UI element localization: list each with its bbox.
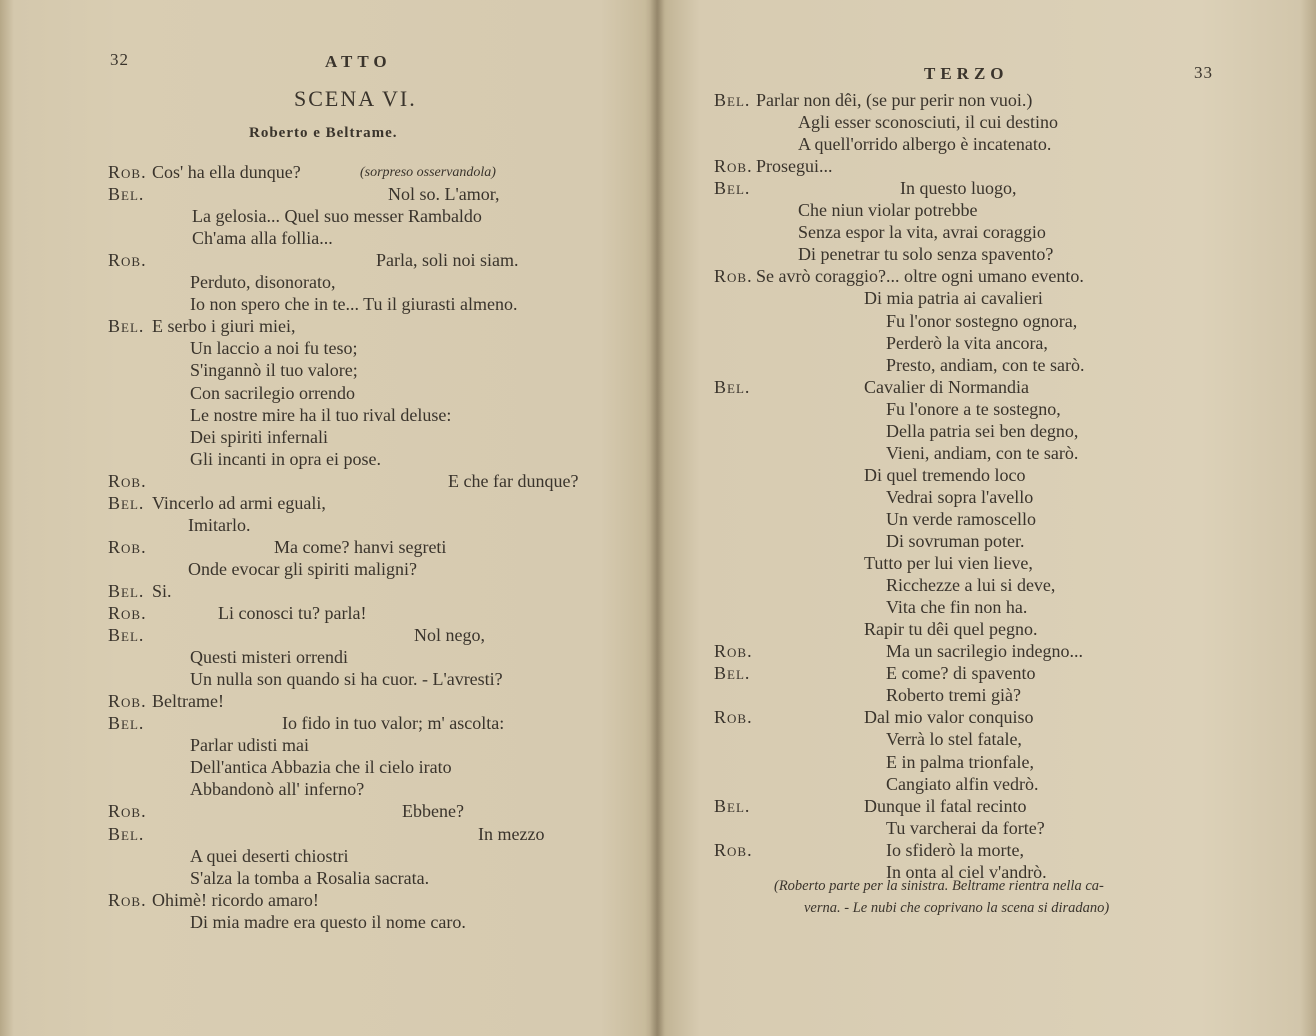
verse-text: Imitarlo. xyxy=(188,514,251,535)
verse-text: E in palma trionfale, xyxy=(886,751,1034,772)
speaker-label: Bel. xyxy=(108,580,145,601)
verse-text: Cos' ha ella dunque? xyxy=(152,162,301,182)
verse-text: Vedrai sopra l'avello xyxy=(886,486,1034,507)
verse-text: Fu l'onor sostegno ognora, xyxy=(886,310,1078,331)
verse-text: Rapir tu dêi quel pegno. xyxy=(864,619,1038,640)
verse-text: La gelosia... Quel suo messer Rambaldo xyxy=(192,206,482,227)
verse-text: In onta al ciel v'andrò. xyxy=(886,861,1047,882)
speaker-label: Bel. xyxy=(714,663,751,684)
verse-text: Parlar non dêi, (se pur perir non vuoi.) xyxy=(756,90,1033,110)
verse-text: A quei deserti chiostri xyxy=(190,845,349,866)
verse-text: Ebbene? xyxy=(402,801,464,822)
verse-text: Beltrame! xyxy=(152,691,224,712)
verse-text: Dei spiriti infernali xyxy=(190,426,328,447)
speaker-label: Bel. xyxy=(108,713,145,734)
running-head-right: TERZO xyxy=(924,64,1009,83)
verse-text: Di quel tremendo loco xyxy=(864,464,1026,485)
verse-text: Ma un sacrilegio indegno... xyxy=(886,641,1083,662)
speaker-label: Bel. xyxy=(108,625,145,646)
speaker-label: Rob. xyxy=(108,536,147,557)
verse-text: Prosegui... xyxy=(756,156,833,177)
verse-text: Tu varcherai da forte? xyxy=(886,817,1045,838)
verse-text: Un laccio a noi fu teso; xyxy=(190,338,358,359)
verse-text: Dunque il fatal recinto xyxy=(864,795,1027,816)
verse-text: In mezzo xyxy=(478,823,545,844)
speaker-label: Rob. xyxy=(108,889,147,910)
speaker-label: Rob. xyxy=(714,839,753,860)
verse-text: E serbo i giuri miei, xyxy=(152,316,296,337)
verse-text: Le nostre mire ha il tuo rival deluse: xyxy=(190,404,452,425)
verse-text: Nol nego, xyxy=(414,625,485,646)
verse-text: Con sacrilegio orrendo xyxy=(190,382,355,403)
verse-text: Se avrò coraggio?... oltre ogni umano evento. xyxy=(756,266,1084,287)
verse-text: Di sovruman poter. xyxy=(886,531,1025,551)
verse-text: Questi misteri orrendi xyxy=(190,647,348,668)
verse-text: E che far dunque? xyxy=(448,470,579,491)
verse-text: Tutto per lui vien lieve, xyxy=(864,553,1033,574)
speaker-label: Rob. xyxy=(108,603,147,623)
scene-persons: Roberto e Beltrame. xyxy=(249,125,398,141)
speaker-label: Bel. xyxy=(714,178,751,199)
speaker-label: Rob. xyxy=(108,470,147,491)
speaker-label: Rob. xyxy=(108,801,147,822)
speaker-label: Rob. xyxy=(108,162,147,182)
speaker-label: Rob. xyxy=(714,641,753,662)
verse-text: Roberto tremi già? xyxy=(886,685,1021,706)
speaker-label: Rob. xyxy=(108,250,147,271)
verse-text: Un verde ramoscello xyxy=(886,508,1036,529)
stage-direction-line: (Roberto parte per la sinistra. Beltrame rientra nella ca- xyxy=(774,878,1104,894)
page-number-left: 32 xyxy=(110,50,129,69)
verse-text: In questo luogo, xyxy=(900,178,1017,199)
verse-text: Parla, soli noi siam. xyxy=(376,250,519,271)
verse-text: Io sfiderò la morte, xyxy=(886,839,1024,860)
verse-text: Si. xyxy=(152,580,172,601)
verse-text: Ch'ama alla follia... xyxy=(192,228,333,249)
verse-text: Di mia patria ai cavalieri xyxy=(864,288,1043,309)
verse-text: Della patria sei ben degno, xyxy=(886,420,1079,441)
verse-text: Dal mio valor conquiso xyxy=(864,707,1034,728)
verse-text: Cavalier di Normandia xyxy=(864,376,1029,397)
verse-text: Ohimè! ricordo amaro! xyxy=(152,889,319,910)
verse-text: Io non spero che in te... Tu il giurasti almeno. xyxy=(190,294,518,315)
verse-text: Agli esser sconosciuti, il cui destino xyxy=(798,112,1058,133)
stage-direction-line: verna. - Le nubi che coprivano la scena si diradano) xyxy=(804,900,1110,916)
verse-text: Senza espor la vita, avrai coraggio xyxy=(798,222,1046,243)
page-number-right: 33 xyxy=(1194,63,1213,82)
scene-title: SCENA VI. xyxy=(294,86,417,111)
verse-text: Fu l'onore a te sostegno, xyxy=(886,398,1061,419)
verse-text: Perduto, disonorato, xyxy=(190,272,336,293)
speaker-label: Rob. xyxy=(714,156,753,177)
verse-text: Ricchezze a lui si deve, xyxy=(886,575,1056,596)
verse-text: Dell'antica Abbazia che il cielo irato xyxy=(190,757,452,778)
verse-text: Di mia madre era questo il nome caro. xyxy=(190,911,466,932)
speaker-label: Rob. xyxy=(714,266,753,287)
verse-text: Perderò la vita ancora, xyxy=(886,332,1048,353)
verse-text: Che niun violar potrebbe xyxy=(798,200,978,221)
verse-text: Presto, andiam, con te sarò. xyxy=(886,354,1085,375)
verse-text: Vita che fin non ha. xyxy=(886,597,1028,618)
speaker-label: Rob. xyxy=(108,691,147,712)
verse-text: Parlar udisti mai xyxy=(190,735,309,756)
verse-text: Un nulla son quando si ha cuor. - L'avresti? xyxy=(190,669,503,690)
right-page xyxy=(658,0,1316,1036)
verse-text: Abbandonò all' inferno? xyxy=(190,779,365,800)
verse-text: Onde evocar gli spiriti maligni? xyxy=(188,558,417,579)
speaker-label: Bel. xyxy=(108,823,145,844)
speaker-label: Bel. xyxy=(714,90,751,110)
running-head-left: ATTO xyxy=(325,52,392,71)
verse-text: Io fido in tuo valor; m' ascolta: xyxy=(282,713,505,734)
verse-text: A quell'orrido albergo è incatenato. xyxy=(798,134,1052,155)
verse-text: Vincerlo ad armi eguali, xyxy=(152,492,326,513)
speaker-label: Bel. xyxy=(108,492,145,513)
inline-stage-direction: (sorpreso osservandola) xyxy=(360,165,496,180)
speaker-label: Bel. xyxy=(714,376,751,397)
speaker-label: Bel. xyxy=(108,316,145,337)
verse-text: Di penetrar tu solo senza spavento? xyxy=(798,244,1054,265)
speaker-label: Bel. xyxy=(108,184,145,205)
verse-text: Li conosci tu? parla! xyxy=(218,603,367,623)
verse-text: Nol so. L'amor, xyxy=(388,184,500,205)
verse-text: Ma come? hanvi segreti xyxy=(274,536,447,557)
verse-text: Verrà lo stel fatale, xyxy=(886,729,1022,750)
verse-text: Vieni, andiam, con te sarò. xyxy=(886,442,1079,463)
verse-text: Cangiato alfin vedrò. xyxy=(886,773,1039,794)
verse-text: S'alza la tomba a Rosalia sacrata. xyxy=(190,867,430,888)
speaker-label: Bel. xyxy=(714,795,751,816)
verse-text: Gli incanti in opra ei pose. xyxy=(190,448,381,469)
verse-text: S'ingannò il tuo valore; xyxy=(190,360,358,381)
speaker-label: Rob. xyxy=(714,707,753,728)
verse-text: E come? di spavento xyxy=(886,663,1036,684)
